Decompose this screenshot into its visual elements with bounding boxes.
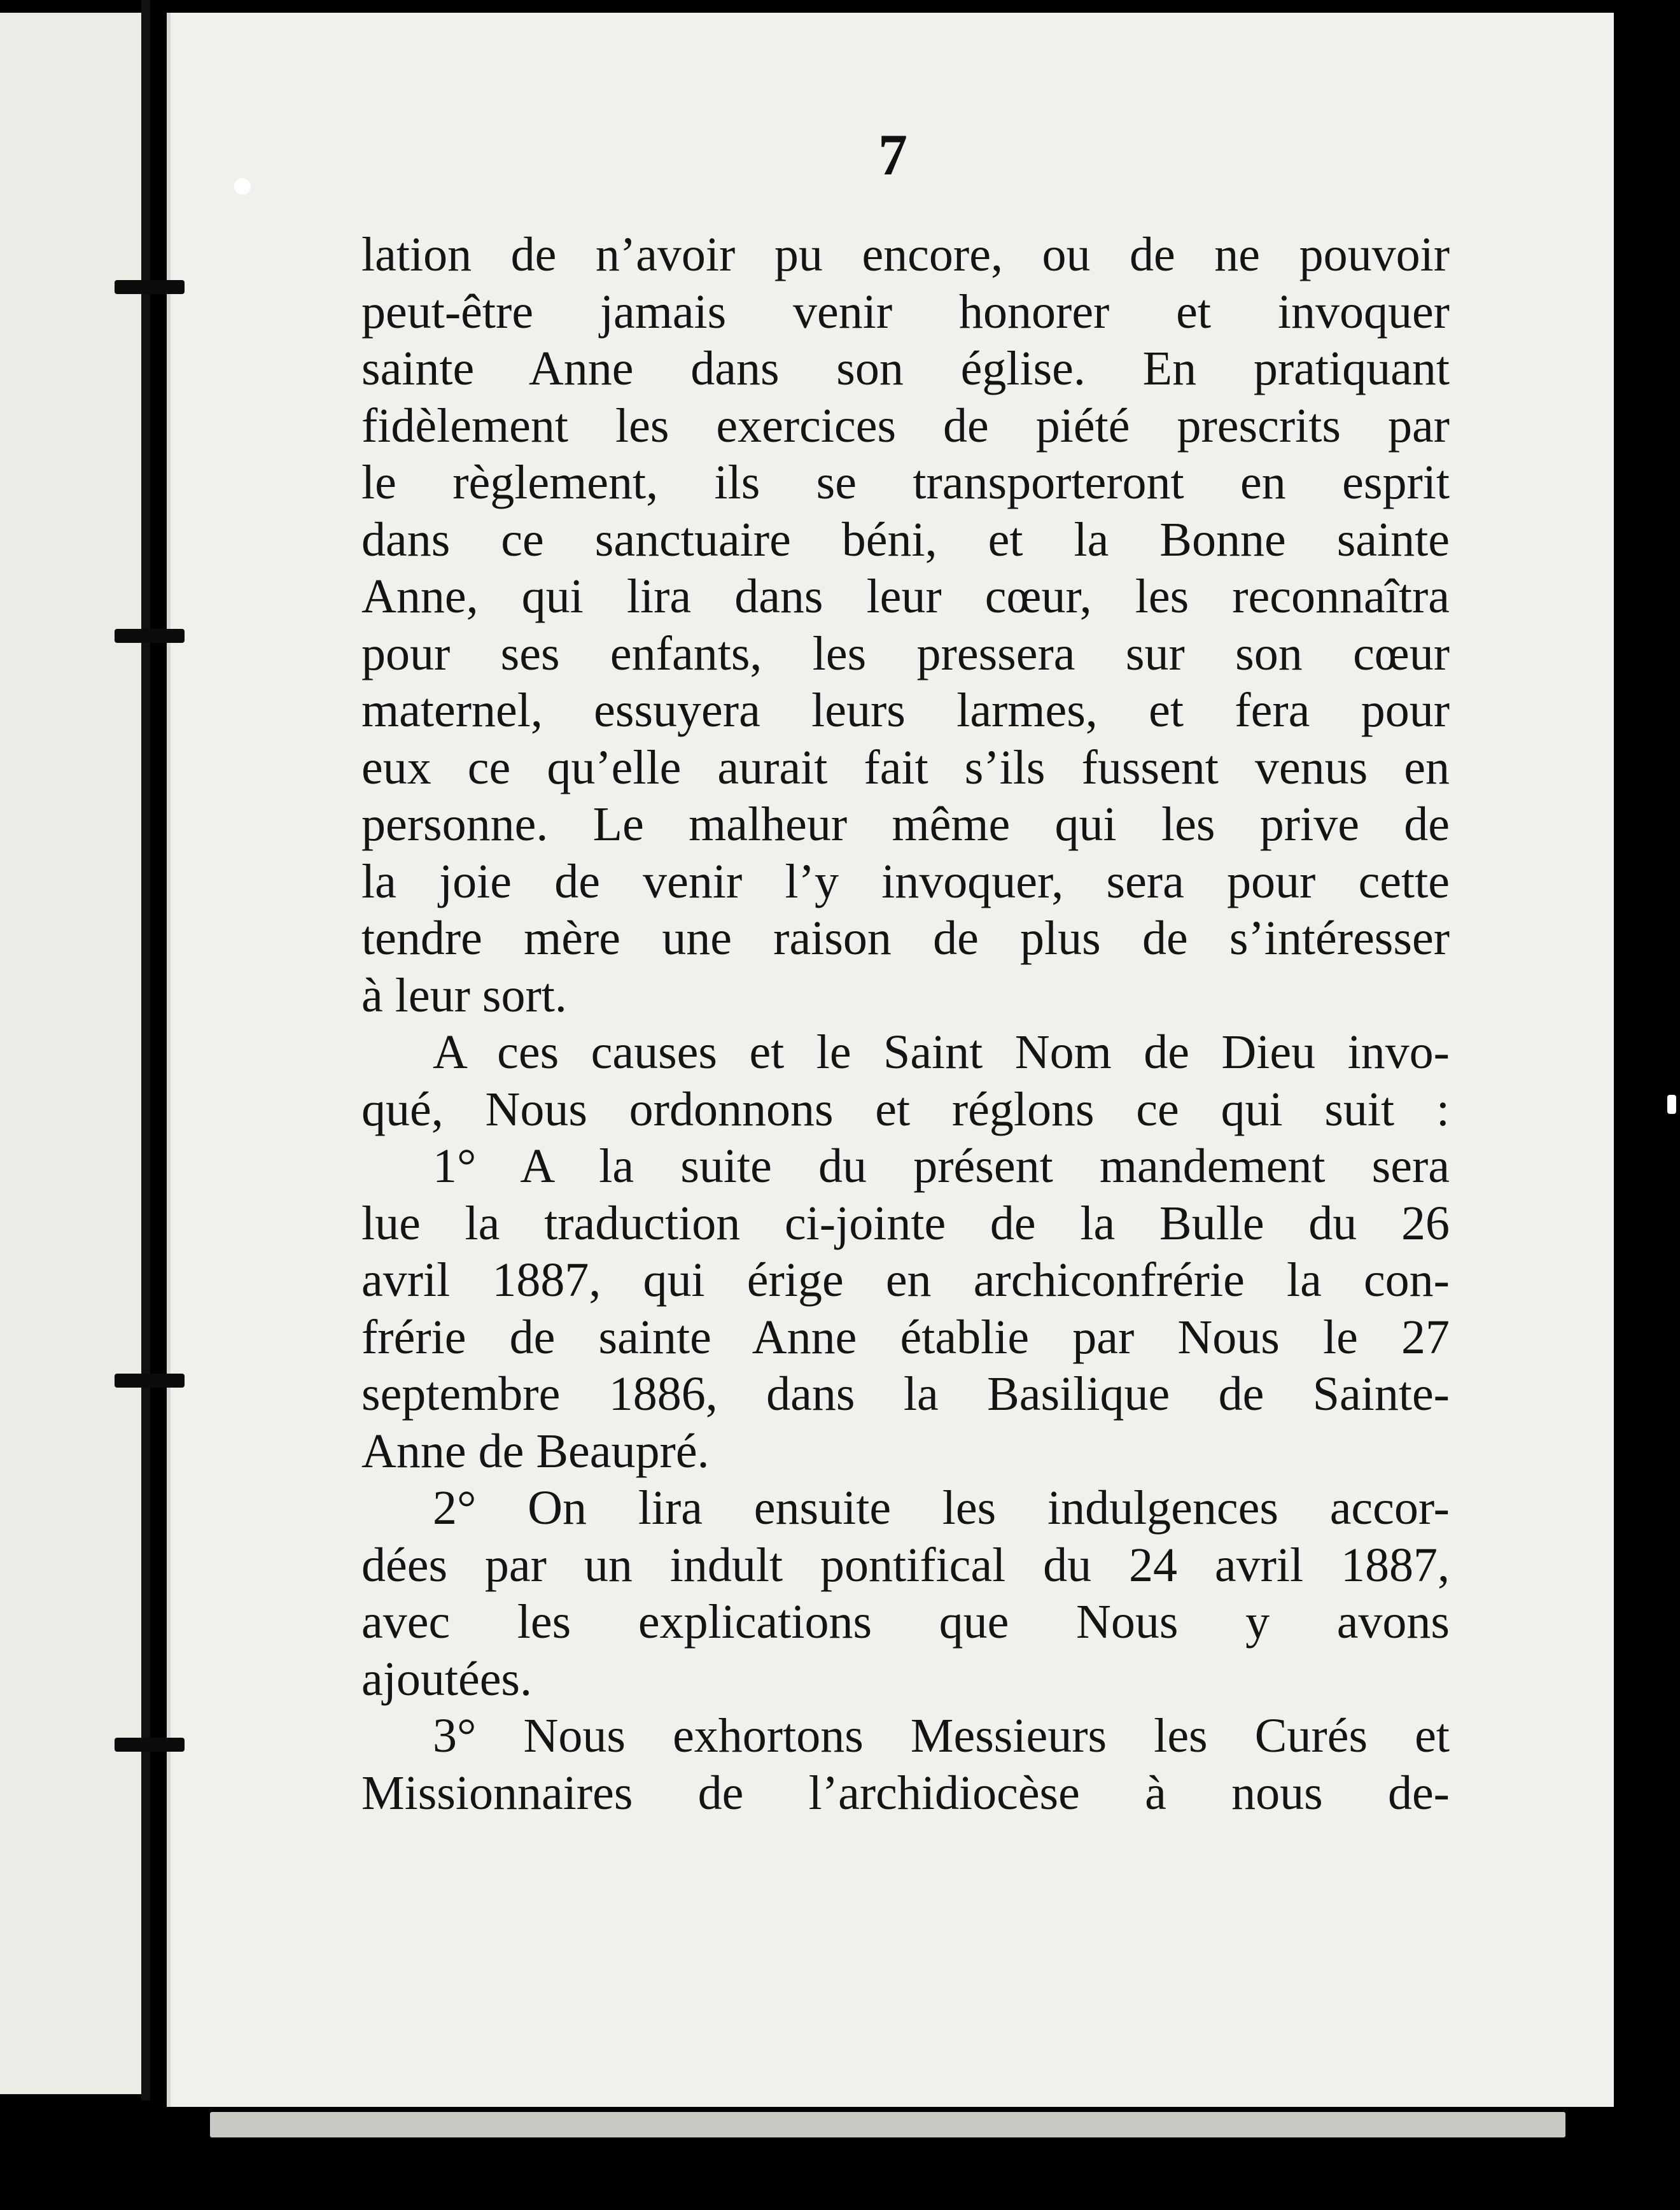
text-line: Anne de Beaupré. [361,1424,710,1478]
body-text [361,227,1450,1822]
text-line: dans ce sanctuaire béni, et la Bonne sainte [361,512,1450,567]
text-line: qué, Nous ordonnons et réglons ce qui suit : [361,1082,1450,1136]
page-bottom-edge [210,2112,1565,2137]
text-line: la joie de venir l’y invoquer, sera pour cette [361,854,1450,908]
binding-stitch [115,629,185,643]
text-line: fidèlement les exercices de piété prescrits par [361,398,1450,453]
text-line: peut-être jamais venir honorer et invoquer [361,285,1450,339]
scan-speck [234,178,251,195]
text-line: eux ce qu’elle aurait fait s’ils fussent venus en [361,740,1450,794]
binding-stitch [115,1374,185,1388]
text-line: tendre mère une raison de plus de s’intéresser [361,911,1450,965]
text-line: A ces causes et le Saint Nom de Dieu invo- [433,1025,1450,1079]
text-line: frérie de sainte Anne établie par Nous le 27 [361,1310,1450,1364]
text-line: sainte Anne dans son église. En pratiquant [361,342,1450,395]
text-line: 1° A la suite du présent mandement sera [433,1139,1450,1193]
text-line: Anne, qui lira dans leur cœur, les reconnaîtra [361,570,1450,623]
text-line: avril 1887, qui érige en archiconfrérie la con- [361,1253,1450,1307]
text-line: 2° On lira ensuite les indulgences accor- [433,1481,1450,1535]
binding-stitch [115,280,185,294]
text-line: ajoutées. [361,1652,533,1706]
scan-speck [1667,1095,1676,1114]
text-line: à leur sort. [361,968,567,1022]
text-line: lue la traduction ci-jointe de la Bulle du 26 [361,1196,1450,1250]
text-line: pour ses enfants, les pressera sur son cœur [361,626,1450,680]
facing-page-edge [0,13,141,2094]
text-line: dées par un indult pontifical du 24 avril 1887, [361,1538,1450,1592]
text-line: avec les explications que Nous y avons [361,1595,1450,1649]
binding-thread [141,0,150,2101]
text-line: maternel, essuyera leurs larmes, et fera pour [361,684,1450,737]
text-line: Missionnaires de l’archidiocèse à nous de- [361,1766,1450,1820]
text-line: le règlement, ils se transporteront en esprit [361,456,1450,509]
page-number: 7 [878,122,907,187]
text-line: personne. Le malheur même qui les prive de [361,798,1450,851]
binding-stitch [115,1738,185,1752]
text-line: lation de n’avoir pu encore, ou de ne pouvoir [361,228,1450,281]
text-line: 3° Nous exhortons Messieurs les Curés et [433,1709,1450,1763]
text-line: septembre 1886, dans la Basilique de Sainte- [361,1367,1450,1421]
